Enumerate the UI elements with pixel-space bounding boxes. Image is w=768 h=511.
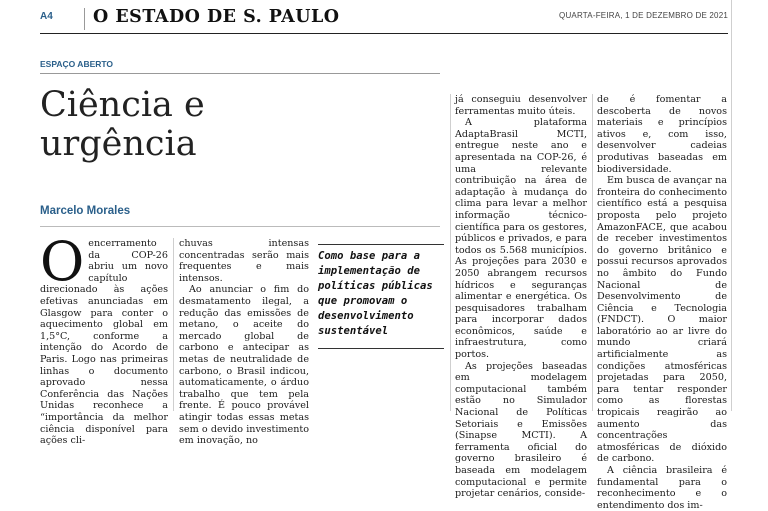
author-rule	[40, 226, 440, 227]
section-rule	[40, 73, 440, 74]
pull-quote-rule-top	[318, 244, 444, 245]
column-divider	[592, 94, 593, 411]
article-column-1	[40, 230, 168, 447]
paragraph: Em busca de avançar na fronteira do conhecimento científico está a pesquisa proposta pelo projeto AmazonFACE, que acabou de receber investimentos do governo britânico e possui recursos aprovados no âmbito do Fundo Nacional de Desenvolvimento de Ciência e Tecnologia (FNDCT). O maior laboratório ao ar livre do mundo criará artificialmente as condições atmosféricas projetadas para 2050, para tentar responder como as florestas tropicais reagirão ao aumento das concentrações atmosféricas de dióxido de carbono.	[597, 175, 727, 465]
paragraph: As projeções baseadas em modelagem computacional também estão no Simulador Nacional de Políticas Setoriais e Emissões (Sinapse MCTI). A ferramenta oficial do governo brasileiro é baseada em modelagem computacional e permite projetar cenários, conside-	[455, 360, 587, 500]
paragraph: A plataforma AdaptaBrasil MCTI, entregue neste ano e apresentada na COP-26, é uma relevante contribuição na área de adaptação à mudança do clima para levar a melhor informação técnico-científica para os gestores, públicos e privados, e para todos os 5.568 municípios. As projeções para 2030 e 2050 abrangem recursos hídricos e seguranças alimentar e energética. Os pesquisadores trabalham para incorporar dados econômicos, saúde e infraestrutura, como portos.	[455, 117, 587, 361]
paragraph: Ao anunciar o fim do desmatamento ilegal, a redução das emissões de metano, o aceite do mercado global de carbono e antecipar as metas de neutralidade de carbono, o Brasil indicou, automaticamente, o árduo trabalho que tem pela frente. É pouco provável atingir todas essas metas sem o devido investimento em inovação, no	[179, 284, 309, 447]
paragraph: chuvas intensas concentradas serão mais frequentes e mais intensos.	[179, 238, 309, 284]
paragraph: encerramento da COP-26 abriu um novo capítulo direcionado às ações efetivas anunciadas em Glasgow para conter o aquecimento global em 1,5°C, conforme a intenção do Acordo de Paris. Logo nas primeiras linhas o documento aprovado nessa Conferência das Nações Unidas reconhece a “importância da melhor ciência disponível para ações cli-	[40, 238, 168, 447]
column-divider	[450, 94, 451, 411]
headline-line-2: urgência	[40, 124, 197, 164]
paragraph: de é fomentar a descoberta de novos materiais e princípios ativos e, com isso, desenvolver cadeias produtivas baseadas em biodiversidade.	[597, 94, 727, 175]
paragraph: já conseguiu desenvolver ferramentas muito úteis.	[455, 94, 587, 117]
headline-line-1: Ciência e	[40, 85, 205, 125]
page-edge	[731, 0, 768, 411]
header-divider	[84, 8, 85, 30]
column-divider	[173, 238, 174, 411]
section-label: ESPAÇO ABERTO	[40, 59, 114, 69]
article-column-3	[455, 94, 587, 500]
pull-quote: Como base para a implementação de políticas públicas que promovam o desenvolvimento sustentável	[318, 250, 433, 337]
headline	[40, 86, 420, 164]
article-column-4	[597, 94, 727, 511]
header-rule	[40, 33, 728, 34]
article-column-2	[179, 238, 309, 447]
masthead: O ESTADO DE S. PAULO	[93, 7, 340, 27]
author-byline: Marcelo Morales	[40, 205, 131, 217]
page-number: A4	[40, 11, 53, 22]
issue-date: QUARTA-FEIRA, 1 DE DEZEMBRO DE 2021	[559, 11, 728, 20]
pull-quote-rule-bottom	[318, 348, 444, 349]
dropcap: O	[40, 230, 85, 293]
paragraph: A ciência brasileira é fundamental para o reconhecimento e o entendimento dos im-	[597, 465, 727, 511]
